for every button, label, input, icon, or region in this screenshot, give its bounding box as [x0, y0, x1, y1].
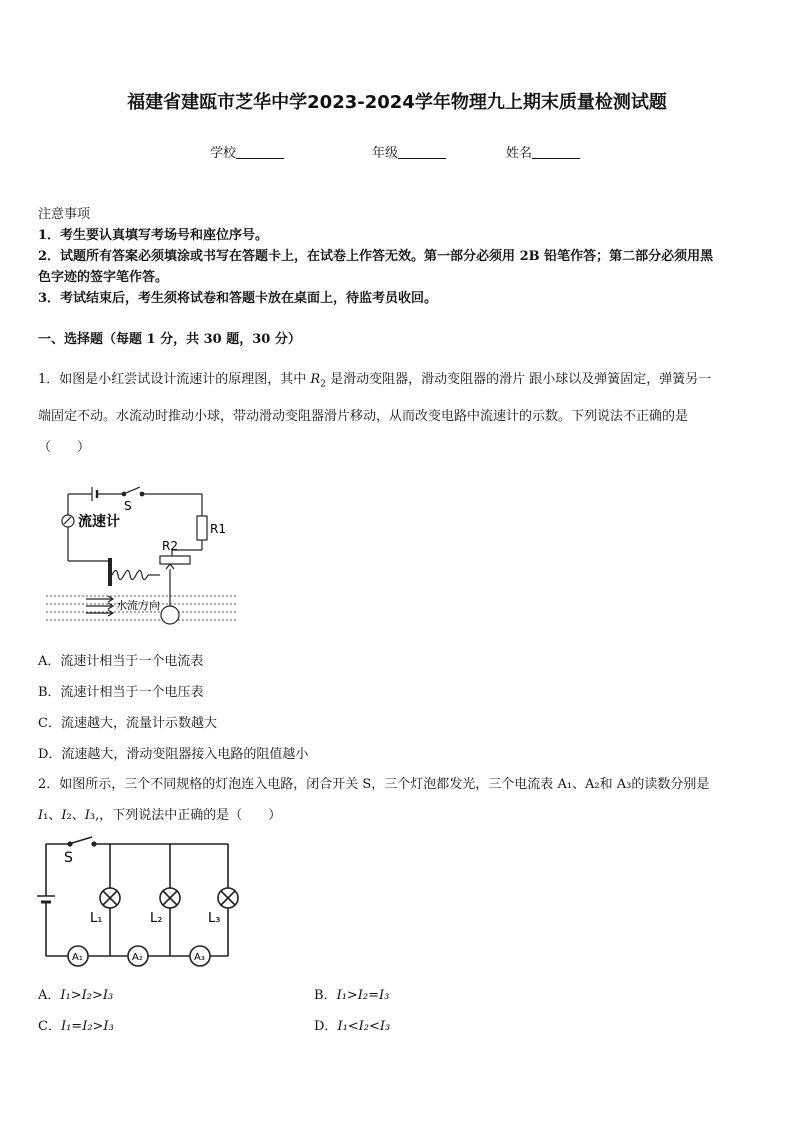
flowmeter-circuit-figure: [40, 478, 240, 628]
q2-line-2: I₁、I₂、I₃,，下列说法中正确的是（ ）: [38, 808, 282, 823]
q1-option-d: D．流速越大，滑动变阻器接入电路的阻值越小: [38, 747, 309, 762]
page-title: 福建省建瓯市芝华中学2023-2024学年物理九上期末质量检测试题: [127, 92, 667, 113]
r2-symbol: R: [310, 372, 321, 387]
notice-item-3: 3．考试结束后，考生须将试卷和答题卡放在桌面上，待监考员收回。: [38, 291, 438, 306]
slider-arrow: [166, 564, 174, 569]
notice-heading: 注意事项: [38, 207, 91, 222]
notice-item-1: 1．考生要认真填写考场号和座位序号。: [38, 228, 269, 243]
question-2: [38, 769, 758, 831]
fig2-a2-label: A₂: [132, 952, 143, 963]
grade-label: 年级: [372, 146, 399, 161]
r2-rheostat: [160, 556, 190, 564]
r1-resistor: [197, 516, 207, 540]
school-field: [210, 142, 284, 161]
switch-blade: [72, 837, 92, 843]
fig2-l2-label: L₂: [150, 911, 163, 926]
name-blank: [532, 145, 580, 159]
section-heading: 一、选择题（每题 1 分，共 30 题，30 分）: [38, 332, 301, 347]
q1-option-c: C．流速越大，流量计示数越大: [38, 716, 217, 731]
notice-item-2-cont: 色字迹的签字笔作答。: [38, 270, 169, 285]
q1-line-1: 1．如图是小红尝试设计流速计的原理图，其中 $R_2$ 是滑动变阻器，滑动变阻器的滑片 跟小球以及弹簧固定，弹簧另一: [38, 372, 712, 390]
fig2-a3-label: A₃: [194, 952, 205, 963]
r2-subscript: 2: [320, 379, 326, 390]
q2-line-1: 2．如图所示，三个不同规格的灯泡连入电路，闭合开关 S，三个灯泡都发光，三个电流表 A₁、A₂和 A₃的读数分别是: [38, 777, 710, 792]
grade-blank: [398, 145, 446, 159]
notice-item-2: 2．试题所有答案必须填涂或书写在答题卡上，在试卷上作答无效。第一部分必须用 2B 铅笔作答；第二部分必须用黑: [38, 249, 714, 264]
q1-option-a: A．流速计相当于一个电流表: [38, 654, 204, 669]
spring: [112, 571, 148, 580]
fig1-meter-label: 流速计: [78, 514, 120, 530]
fig2-l1-label: L₁: [90, 911, 103, 926]
question-1: [38, 364, 758, 463]
fig2-a1-label: A₁: [72, 952, 83, 963]
fig1-r2-label: R2: [162, 539, 178, 553]
q2-option-b: B．I₁>I₂=I₃: [314, 988, 390, 1003]
fig1-switch-label: S: [124, 499, 132, 513]
q1-option-b: B．流速计相当于一个电压表: [38, 685, 204, 700]
grade-field: [372, 142, 446, 161]
name-label: 姓名: [506, 146, 533, 161]
fig2-l3-label: L₃: [208, 911, 221, 926]
q1-line-3: （ ）: [38, 439, 91, 455]
ball: [161, 606, 179, 624]
school-blank: [236, 145, 284, 159]
school-label: 学校: [210, 146, 237, 161]
q2-option-a: A．I₁>I₂>I₃: [38, 988, 114, 1003]
name-field: [506, 142, 580, 161]
q2-option-d: D．I₁<I₂<I₃: [314, 1019, 391, 1034]
q2-option-c: C．I₁=I₂>I₃: [38, 1019, 114, 1034]
fig1-r1-label: R1: [210, 522, 226, 536]
q1-line-2: 端固定不动。水流动时推动小球，带动滑动变阻器滑片移动，从而改变电路中流速计的示数。下列说法不正确的是: [38, 408, 689, 424]
fig1-water-label: 水流方向: [116, 599, 160, 612]
fig2-switch-label: S: [64, 850, 73, 866]
flowmeter-dial: [62, 515, 74, 527]
switch-blade: [126, 487, 140, 493]
parallel-circuit-figure: [34, 836, 244, 968]
